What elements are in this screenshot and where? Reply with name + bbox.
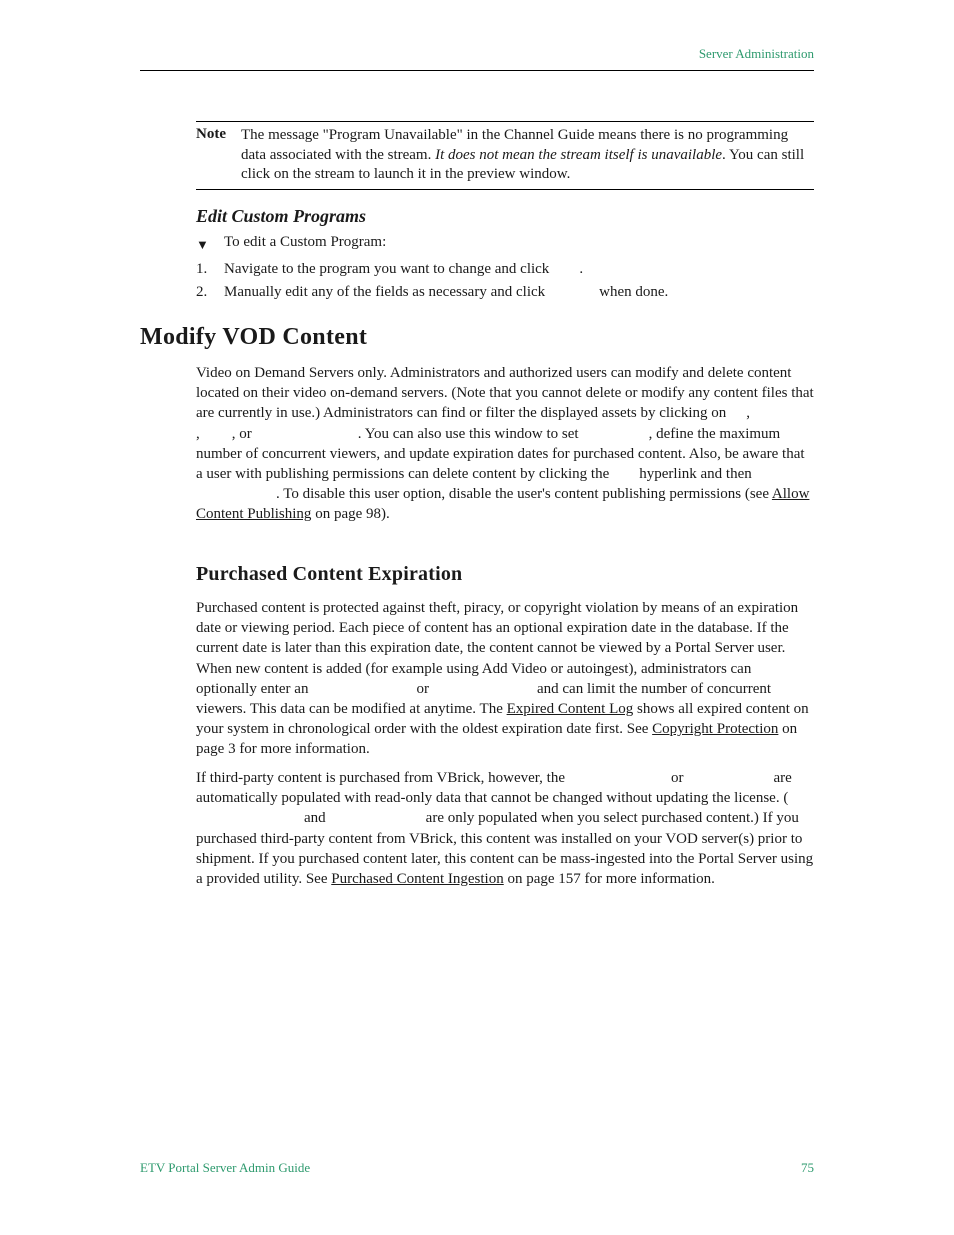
modify-vod-paragraph: Video on Demand Servers only. Administrators and authorized users can modify and delete content located on their video on-demand servers. (Note that you cannot delete or modify any content files that are currently in use.) Administrators can find or filter the displayed assets by clicking on ,, , or . You can also use this window to set , define the maximum number of concurrent viewers, and update expiration dates for purchased content. Also, be aware that a user with publishing permissions can delete content by clicking the hyperlink and then. To disable this user option, disable the user's content publishing permissions (see Allow Content Publishing on page 98). [196, 365, 814, 523]
purchased-paragraph-2: If third-party content is purchased from VBrick, however, the or are automatically populated with read-only data that cannot be changed without updating the license. (and are only populated when you select purchased content.) If you purchased third-party content from VBrick, this content was installed on your VOD server(s) prior to shipment. If you purchased content later, this content can be mass-ingested into the Portal Server using a provided utility. See Purchased Content Ingestion on page 157 for more information. [196, 770, 814, 888]
modify-vod-heading: Modify VOD Content [140, 324, 368, 350]
step-number: 1. [196, 261, 208, 277]
step-text: Manually edit any of the fields as necessary and click when done. [224, 284, 669, 300]
footer-guide-title: ETV Portal Server Admin Guide [140, 1160, 311, 1175]
note-text-end: . You can still click on the stream to launch it in the preview window. [241, 146, 805, 182]
footer-page-number: 75 [801, 1160, 814, 1175]
edit-custom-programs-heading: Edit Custom Programs [196, 206, 367, 226]
note-text: The message "Program Unavailable" in the Channel Guide means there is no programming data associated with the stream. [241, 127, 789, 163]
procedure-intro: To edit a Custom Program: [224, 234, 387, 250]
note-label: Note [196, 126, 226, 142]
note-bottom-rule [196, 189, 814, 190]
step-text: Navigate to the program you want to change and click . [224, 261, 584, 277]
purchased-paragraph-1: Purchased content is protected against theft, piracy, or copyright violation by means of an expiration date or viewing period. Each piece of content has an optional expiration date in the database. If the current date is later than this expiration date, the content cannot be viewed by a Portal Server user. When new content is added (for example using Add Video or autoingest), administrators can optionally enter an or and can limit the number of concurrent viewers. This data can be modified at anytime. The Expired Content Log shows all expired content on your system in chronological order with the oldest expiration date first. See Copyright Protection on page 3 for more information. [196, 600, 809, 758]
purchased-content-expiration-heading: Purchased Content Expiration [196, 563, 463, 585]
running-header: Server Administration [698, 46, 814, 61]
triangle-bullet-icon: ▼ [196, 237, 209, 252]
header-rule [140, 70, 814, 71]
purchased-content-ingestion-link[interactable]: Purchased Content Ingestion [331, 871, 504, 888]
note-body [241, 126, 814, 185]
note-italic-text: It does not mean the stream itself is unavailable [435, 146, 723, 163]
allow-content-publishing-link[interactable]: Allow Content Publishing [196, 486, 810, 523]
expired-content-log-link[interactable]: Expired Content Log [506, 701, 634, 718]
copyright-protection-link[interactable]: Copyright Protection [652, 721, 779, 738]
step-number: 2. [196, 284, 208, 300]
note-top-rule [196, 121, 814, 122]
